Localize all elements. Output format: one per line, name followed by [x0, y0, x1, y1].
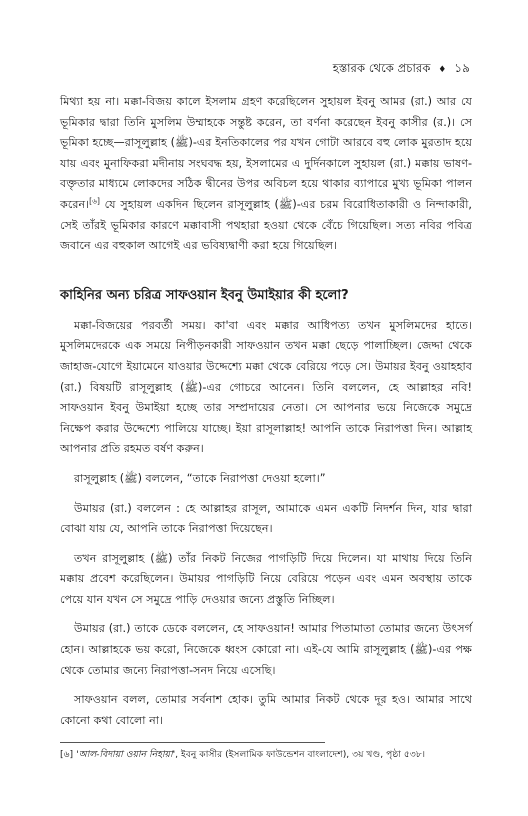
diamond-separator-icon: ♦ — [438, 65, 447, 75]
footnote — [60, 748, 475, 761]
paragraph-conquest: মক্কা-বিজয়ের পরবর্তী সময়। কা'বা এবং মক্কার আধিপত্য তখন মুসলিমদের হাতে। মুসলিমদেরকে এক সময়ে নিপীড়নকারী সাফওয়ান তখন মক্কা ছেড়ে পালাচ্ছিল। জেদ্দা থেকে জাহাজ-যোগে ইয়ামেনে যাওয়ার উদ্দেশ্যে মক্কা থেকে বেরিয়ে পড়ে সে। উমায়র ইবনু ওয়াহহাব (রা.) বিষয়টি রাসূলুল্লাহ (ﷺ)-এর গোচরে আনেন। তিনি বললেন, হে আল্লাহর নবি! সাফওয়ান ইবনু উমাইয়া হচ্ছে তার সম্প্রদায়ের নেতা। সে আপনার ভয়ে নিজেকে সমুদ্রে নিক্ষেপ করার উদ্দেশ্যে পালিয়ে যাচ্ছে। ইয়া রাসূলাল্লাহ! আপনি তাকে নিরাপত্তা দিন। আল্লাহ আপনার প্রতি রহমত বর্ষণ করুন। — [60, 318, 472, 456]
footnote-divider — [60, 742, 325, 743]
paragraph-suhayl — [60, 92, 472, 257]
paragraph-umayr-call: উমায়র (রা.) তাকে ডেকে বললেন, হে সাফওয়ান! আমার পিতামাতা তোমার জন্যে উৎসর্গ হোন। আল্লাহকে ভয় করো, নিজেকে ধ্বংস কোরো না। এই-যে আমি রাসূলুল্লাহ (ﷺ)-এর পক্ষ থেকে তোমার জন্যে নিরাপত্তা-সনদ নিয়ে এসেছি। — [60, 622, 472, 677]
paragraph-prophet-reply: রাসূলুল্লাহ (ﷺ) বললেন, “তাকে নিরাপত্তা দেওয়া হলো।” — [74, 471, 326, 485]
running-header — [333, 60, 470, 80]
paragraph-turban: তখন রাসূলুল্লাহ (ﷺ) তাঁর নিকট নিজের পাগড়িটি দিয়ে দিলেন। যা মাথায় দিয়ে তিনি মক্কায় প্রবেশ করেছিলেন। উমায়র পাগড়িটি নিয়ে বেরিয়ে পড়েন এবং এমন অবস্থায় তাকে পেয়ে যান যখন সে সমুদ্রে পাড়ি দেওয়ার জন্যে প্রস্তুতি নিচ্ছিল। — [60, 551, 472, 606]
paragraph-safwan-reply: সাফওয়ান বলল, তোমার সর্বনাশ হোক। তুমি আমার নিকট থেকে দূর হও। আমার সাথে কোনো কথা বোলো না। — [60, 693, 472, 727]
footnote-marker: [৬] — [60, 749, 74, 760]
running-title: হস্তারক থেকে প্রচারক — [332, 61, 431, 75]
paragraph-umayr-request: উমায়র (রা.) বললেন : হে আল্লাহর রাসূল, আমাকে এমন একটি নিদর্শন দিন, যার দ্বারা বোঝা যায় যে, আপনি তাকে নিরাপত্তা দিয়েছেন। — [60, 501, 472, 536]
footnote-reference[interactable]: [৬] — [89, 196, 100, 206]
page-number: ১৯ — [454, 61, 470, 75]
section-heading: কাহিনির অন্য চরিত্র সাফওয়ান ইবনু উমাইয়ার কী হলো? — [60, 287, 349, 303]
page-body — [60, 92, 472, 740]
footnote-book-title: 'আল-বিদায়া ওয়ান নিহায়া' — [76, 749, 176, 760]
paragraph-text: যে সুহায়ল একদিন ছিলেন রাসূলুল্লাহ (ﷺ)-এর চরম বিরোধিতাকারী ও নিন্দাকারী, সেই তাঁরই ভূমিকার কারণে মক্কাবাসী পথহারা হওয়া থেকে বেঁচে গিয়েছিল। সত্য নবির পবিত্র জবানে এর বহুকাল আগেই এর ভবিষ্যদ্বাণী করা হয়ে গিয়েছিল। — [60, 197, 472, 253]
footnote-citation: , ইবনু কাসীর (ইসলামিক ফাউন্ডেশন বাংলাদেশ), ৩য় খণ্ড, পৃষ্ঠা ৫৩৮। — [175, 749, 426, 760]
paragraph-text: মিথ্যা হয় না। মক্কা-বিজয় কালে ইসলাম গ্রহণ করেছিলেন সুহায়ল ইবনু আমর (রা.) আর যে ভূমিকার দ্বারা তিনি মুসলিম উম্মাহকে সন্তুষ্ট করেন, তা বর্ণনা করেছেন ইবনু কাসীর (র.)। সে ভূমিকা হচ্ছে—রাসূলুল্লাহ (ﷺ)-এর ইনতিকালের পর যখন গোটা আরবে বহু লোক মুরতাদ হয়ে যায় এবং মুনাফিকরা মদীনায় সংঘবদ্ধ হয়, ইসলামের এ দুর্দিনকালে সুহায়ল (রা.) মক্কায় ভাষণ-বক্তৃতার মাধ্যমে লোকদের সঠিক দ্বীনের উপর অবিচল হয়ে থাকার ব্যাপারে মুখ্য ভূমিকা পালন করেন। — [60, 95, 473, 211]
